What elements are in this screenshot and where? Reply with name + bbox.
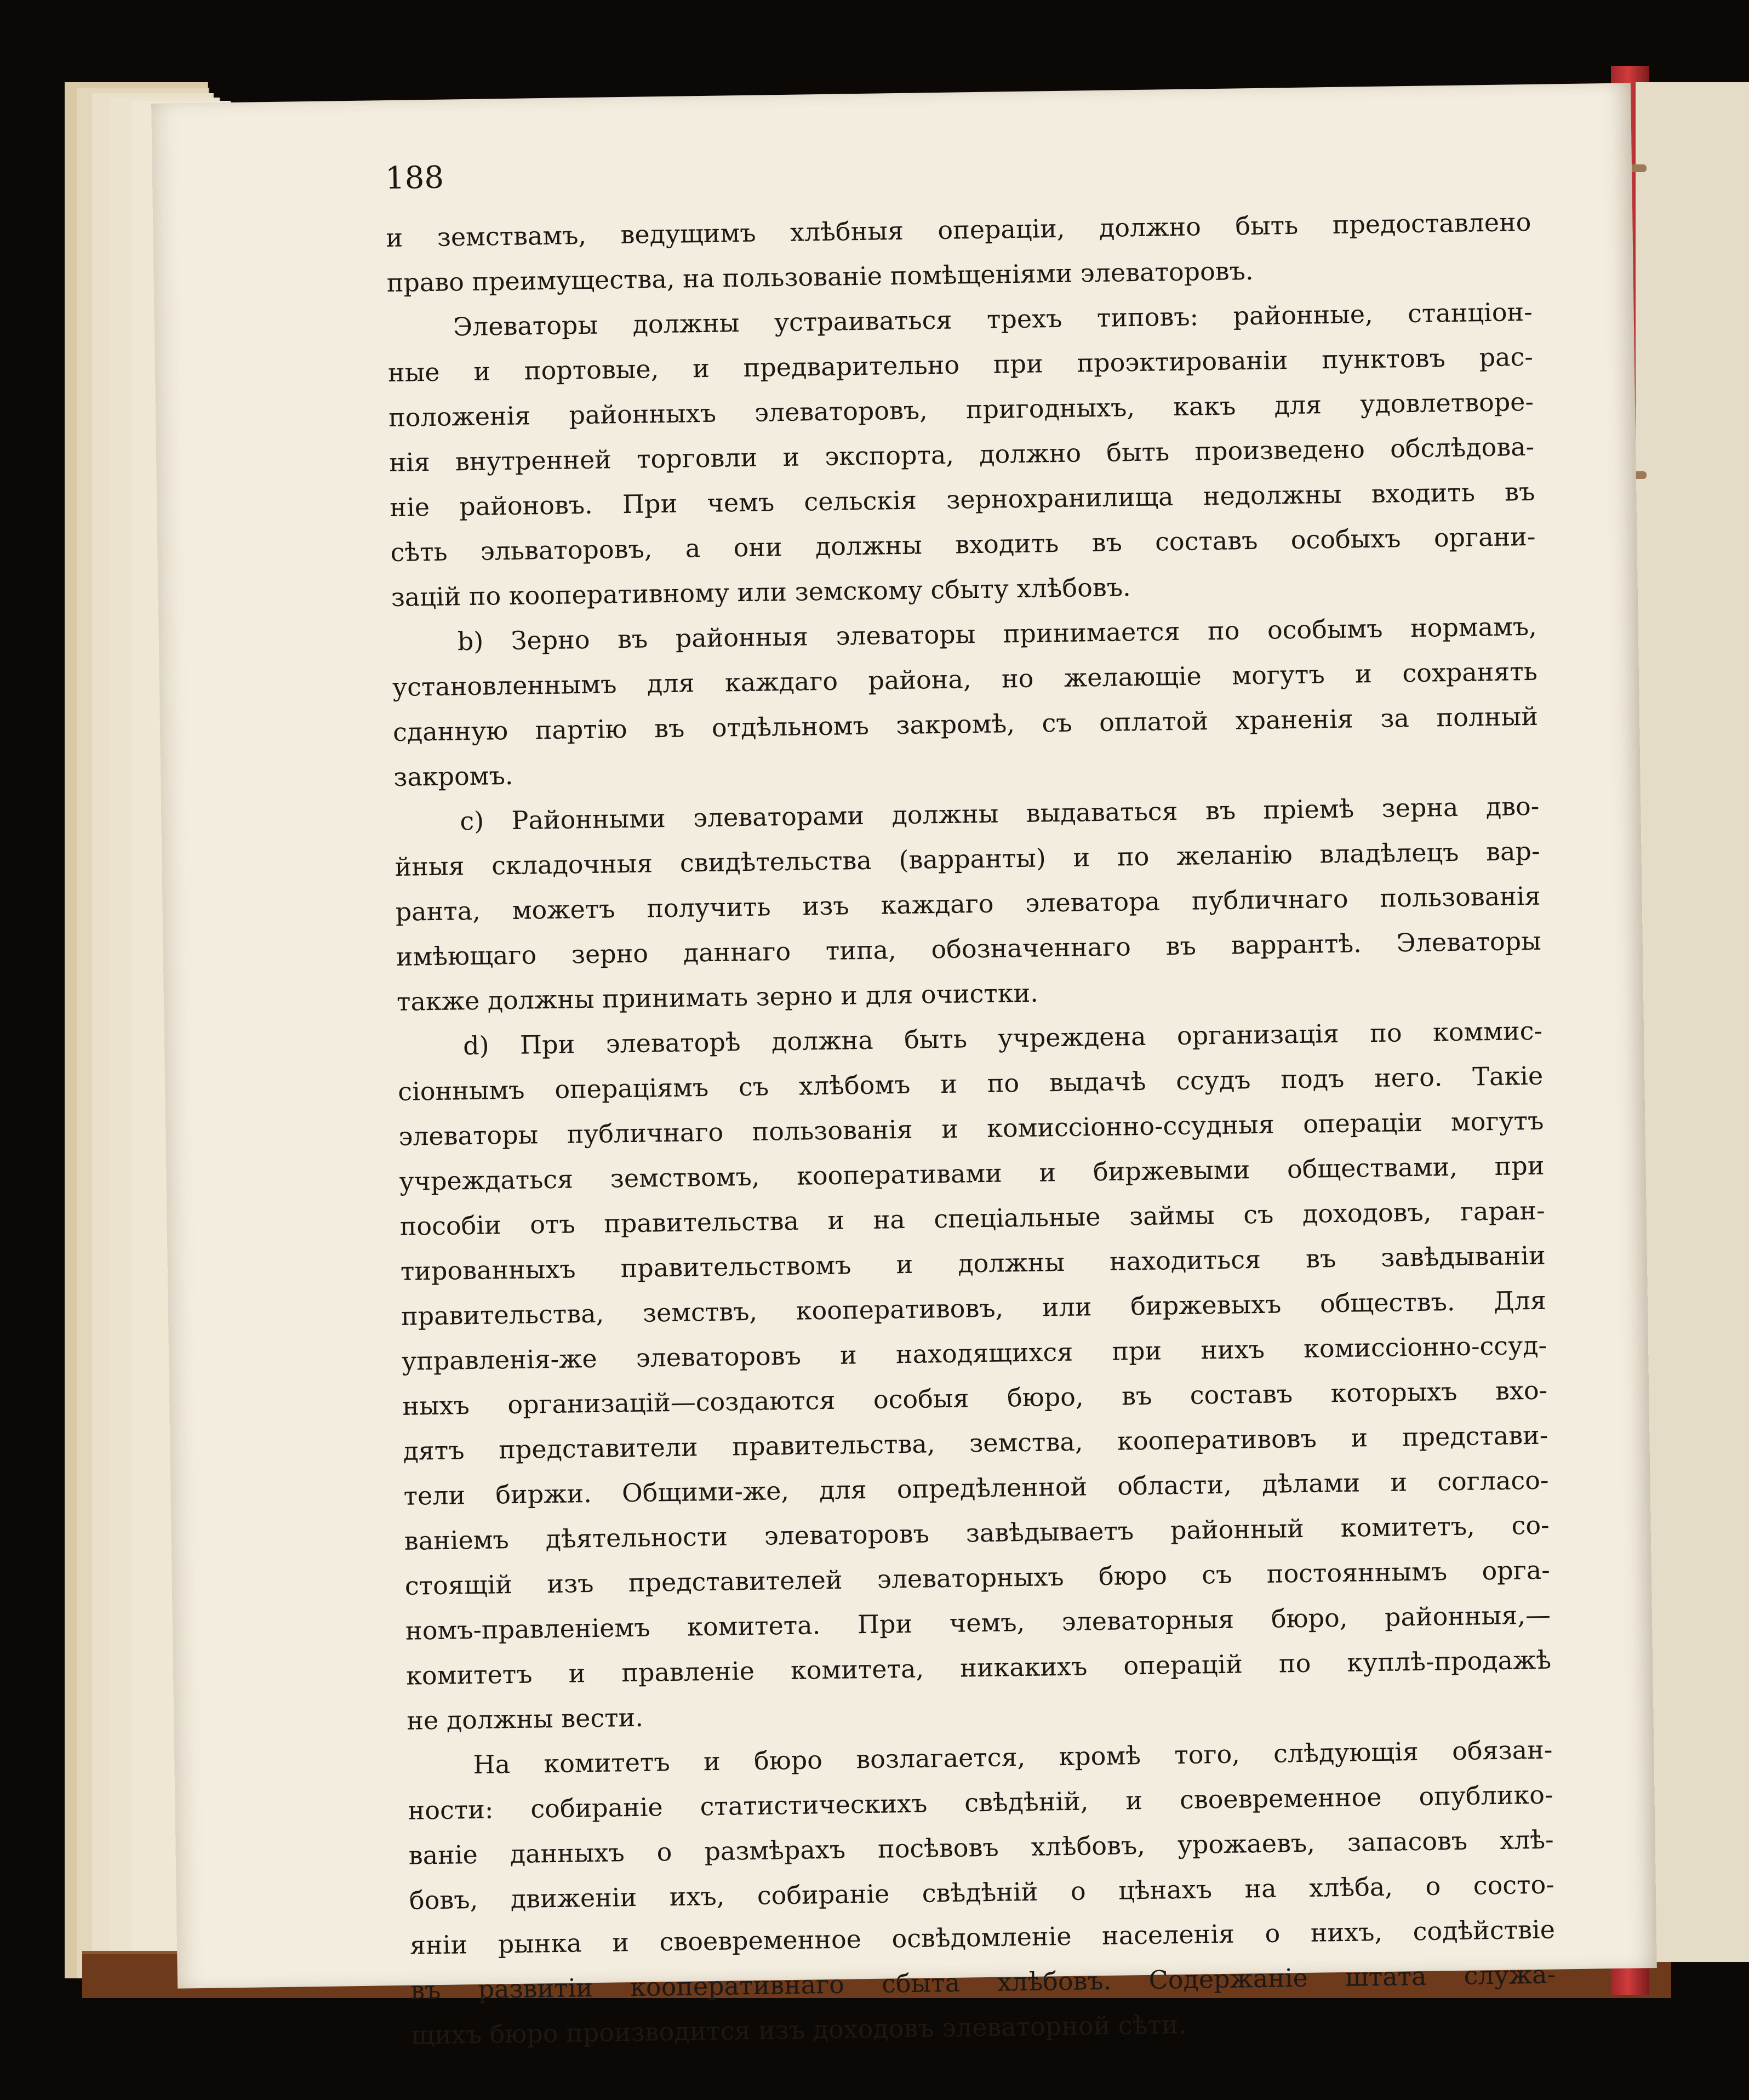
text-line: также должны принимать зерно и для очистки. bbox=[396, 978, 1039, 1017]
text-line: установленнымъ для каждаго района, но желающіе могутъ и сохранять bbox=[392, 656, 1538, 702]
text-line: стоящій изъ представителей элеваторныхъ бюро съ постояннымъ орга- bbox=[404, 1555, 1551, 1601]
text-line: ніе районовъ. При чемъ сельскія зернохранилища недолжны входить въ bbox=[390, 476, 1535, 523]
text-line: тели биржи. Общими-же, для опредѣленной области, дѣлами и согласо- bbox=[403, 1465, 1549, 1511]
text-line: номъ-правленіемъ комитета. При чемъ, элеваторныя бюро, районныя,— bbox=[405, 1600, 1551, 1646]
text-line: ные и портовые, и предварительно при проэктированіи пунктовъ рас- bbox=[387, 341, 1534, 388]
text-line: дятъ представители правительства, земства, кооперативовъ и представи- bbox=[403, 1420, 1548, 1466]
text-line: c) Районными элеваторами должны выдаваться въ пріемѣ зерна дво- bbox=[460, 791, 1540, 836]
paragraph bbox=[387, 289, 1536, 620]
text-line: тированныхъ правительствомъ и должны находиться въ завѣдываніи bbox=[400, 1240, 1546, 1286]
text-line: нія внутренней торговли и экспорта, должно быть произведено обслѣдова- bbox=[388, 431, 1535, 478]
paragraph bbox=[407, 1727, 1557, 2058]
text-line: ваніе данныхъ о размѣрахъ посѣвовъ хлѣбовъ, урожаевъ, запасовъ хлѣ- bbox=[408, 1824, 1554, 1870]
text-line: b) Зерно въ районныя элеваторы принимается по особымъ нормамъ, bbox=[457, 611, 1537, 657]
text-line: и земствамъ, ведущимъ хлѣбныя операціи, должно быть предоставлено bbox=[386, 207, 1531, 253]
text-line: ранта, можетъ получить изъ каждаго элеватора публичнаго пользованія bbox=[395, 881, 1541, 927]
text-line: Элеваторы должны устраиваться трехъ типовъ: районные, станціон- bbox=[453, 296, 1533, 342]
page-number: 188 bbox=[385, 159, 444, 197]
text-line: не должны вести. bbox=[406, 1702, 644, 1736]
text-line: пособіи отъ правительства и на спеціальные займы съ доходовъ, гаран- bbox=[399, 1195, 1545, 1241]
text-line: сѣть эльваторовъ, а они должны входить въ составъ особыхъ органи- bbox=[390, 521, 1536, 567]
text-line: закромъ. bbox=[393, 760, 513, 792]
paragraph bbox=[386, 199, 1532, 305]
text-line: сіоннымъ операціямъ съ хлѣбомъ и по выдачѣ ссудъ подъ него. Такіе bbox=[397, 1060, 1544, 1106]
text-line: элеваторы публичнаго пользованія и комиссіонно-ссудныя операціи могутъ bbox=[398, 1105, 1544, 1151]
text-line: управленія-же элеваторовъ и находящихся при нихъ комиссіонно-ссуд- bbox=[401, 1330, 1547, 1376]
text-line: яніи рынка и своевременное освѣдомленіе населенія о нихъ, содѣйствіе bbox=[409, 1914, 1556, 1960]
text-line: ности: собираніе статистическихъ свѣдѣній, и своевременное опублико- bbox=[408, 1779, 1553, 1825]
text-line: зацій по кооперативному или земскому сбыту хлѣбовъ. bbox=[391, 572, 1131, 612]
text-line: бовъ, движеніи ихъ, собираніе свѣдѣній о цѣнахъ на хлѣба, о состо- bbox=[409, 1869, 1555, 1915]
text-line: ныхъ организацій—создаются особыя бюро, въ составъ которыхъ вхо- bbox=[402, 1375, 1548, 1421]
paragraph bbox=[397, 1008, 1552, 1743]
text-line: имѣющаго зерно даннаго типа, обозначеннаго въ варрантѣ. Элеваторы bbox=[396, 926, 1542, 972]
text-line: йныя складочныя свидѣтельства (варранты) и по желанію владѣлецъ вар- bbox=[395, 836, 1540, 882]
text-line: сданную партію въ отдѣльномъ закромѣ, съ оплатой храненія за полный bbox=[392, 701, 1539, 747]
text-line: право преимущества, на пользованіе помѣщеніями элеваторовъ. bbox=[386, 255, 1254, 298]
text-line: положенія районныхъ элеваторовъ, пригодныхъ, какъ для удовлетворе- bbox=[388, 386, 1534, 433]
book-page bbox=[151, 83, 1657, 2050]
text-line: ваніемъ дѣятельности элеваторовъ завѣдываетъ районный комитетъ, со- bbox=[404, 1510, 1550, 1556]
text-line: учреждаться земствомъ, кооперативами и биржевыми обществами, при bbox=[399, 1150, 1545, 1196]
text-line: въ развитіи кооперативнаго сбыта хлѣбовъ. Содержаніе штата служа- bbox=[410, 1959, 1556, 2005]
text-line: щихъ бюро производится изъ доходовъ элеваторной сѣти. bbox=[410, 2009, 1187, 2050]
paragraph bbox=[391, 604, 1539, 800]
text-line: правительства, земствъ, кооперативовъ, или биржевыхъ обществъ. Для bbox=[401, 1285, 1547, 1331]
text-line: d) При элеваторѣ должна быть учреждена организація по коммис- bbox=[462, 1015, 1543, 1061]
text-line: На комитетъ и бюро возлагается, кромѣ того, слѣдующія обязан- bbox=[473, 1734, 1553, 1780]
text-line: комитетъ и правленіе комитета, никакихъ операцій по куплѣ-продажѣ bbox=[405, 1645, 1552, 1691]
page-body-text bbox=[386, 199, 1557, 2058]
paragraph bbox=[394, 784, 1542, 1024]
